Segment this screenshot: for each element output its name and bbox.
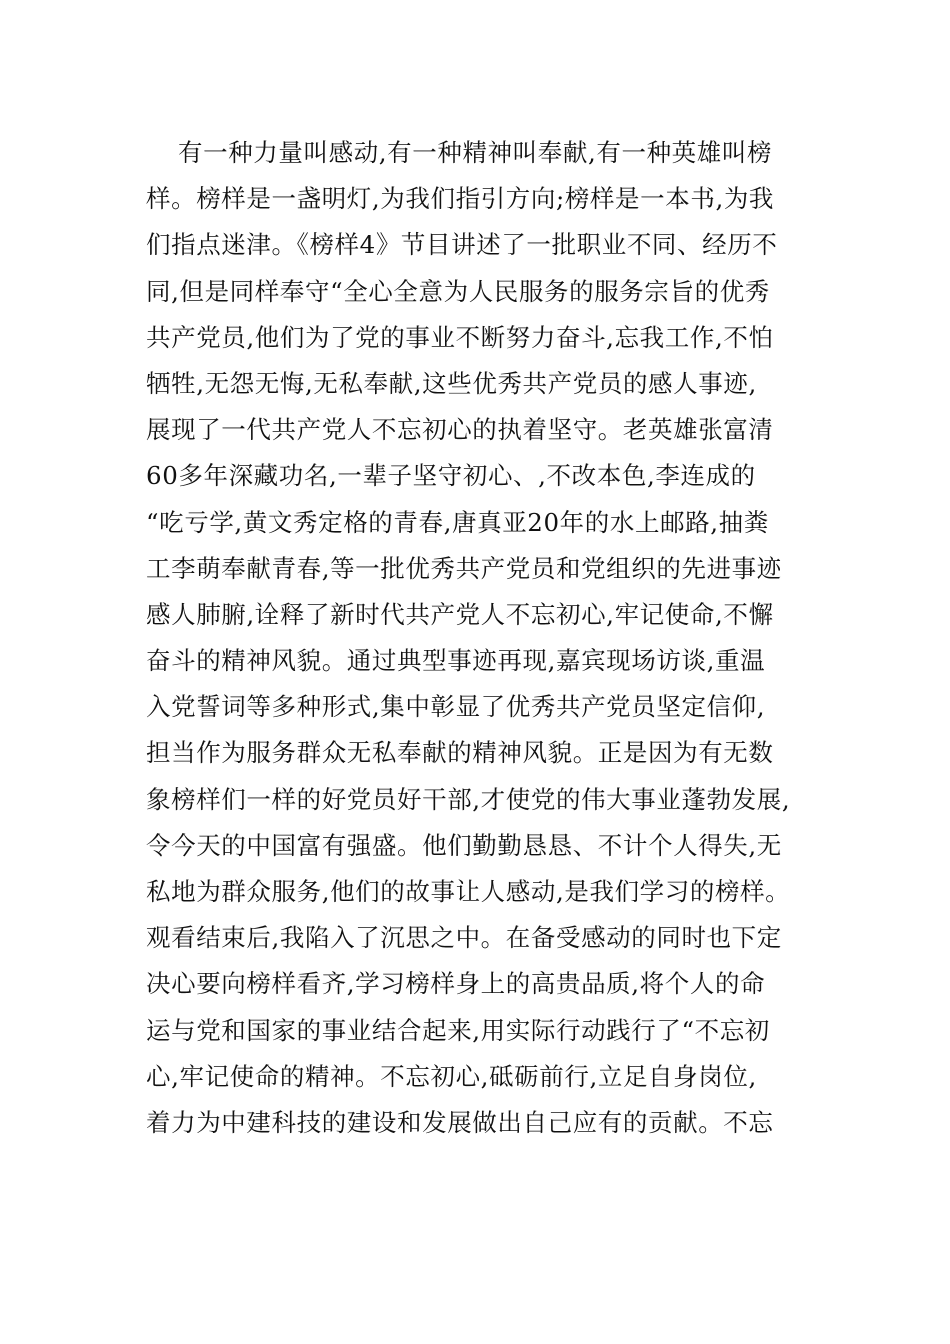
text-line: 工李萌奉献青春,等一批优秀共产党员和党组织的先进事迹 — [146, 553, 782, 583]
text-line: 象榜样们一样的好党员好干部,才使党的伟大事业蓬勃发展, — [146, 784, 791, 814]
text-line: 感人肺腑,诠释了新时代共产党人不忘初心,牢记使命,不懈 — [146, 599, 774, 629]
text-line: 运与党和国家的事业结合起来,用实际行动践行了“不忘初 — [146, 1015, 770, 1045]
text-line: 观看结束后,我陷入了沉思之中。在备受感动的同时也下定 — [146, 923, 782, 953]
text-line: 奋斗的精神风貌。通过典型事迹再现,嘉宾现场访谈,重温 — [146, 646, 766, 676]
text-line: 决心要向榜样看齐,学习榜样身上的高贵品质,将个人的命 — [146, 969, 766, 999]
text-line: 60多年深藏功名,一辈子坚守初心、,不改本色,李连成的 — [146, 461, 756, 491]
text-line: 入党誓词等多种形式,集中彰显了优秀共产党员坚定信仰, — [146, 692, 766, 722]
text-line: “吃亏学,黄文秀定格的青春,唐真亚20年的水上邮路,抽粪 — [146, 507, 769, 537]
text-line: 展现了一代共产党人不忘初心的执着坚守。老英雄张富清 — [146, 415, 774, 445]
text-line: 私地为群众服务,他们的故事让人感动,是我们学习的榜样。 — [146, 877, 791, 906]
text-line: 样。榜样是一盏明灯,为我们指引方向;榜样是一本书,为我 — [146, 184, 775, 214]
text-line: 着力为中建科技的建设和发展做出自己应有的贡献。不忘 — [146, 1107, 774, 1137]
text-line: 心,牢记使命的精神。不忘初心,砥砺前行,立足自身岗位, — [146, 1061, 757, 1091]
text-line: 共产党员,他们为了党的事业不断努力奋斗,忘我工作,不怕 — [146, 322, 774, 352]
text-line: 有一种力量叫感动,有一种精神叫奉献,有一种英雄叫榜 — [178, 138, 773, 167]
text-line: 令今天的中国富有强盛。他们勤勤恳恳、不计个人得失,无 — [146, 830, 782, 860]
body-text — [146, 130, 816, 1146]
text-line: 同,但是同样奉守“全心全意为人民服务的服务宗旨的优秀 — [146, 276, 770, 306]
text-line: 担当作为服务群众无私奉献的精神风貌。正是因为有无数 — [146, 738, 774, 768]
text-line: 牺牲,无怨无悔,无私奉献,这些优秀共产党员的感人事迹, — [146, 368, 757, 398]
text-line: 们指点迷津。《榜样4》节目讲述了一批职业不同、经历不 — [146, 230, 778, 260]
